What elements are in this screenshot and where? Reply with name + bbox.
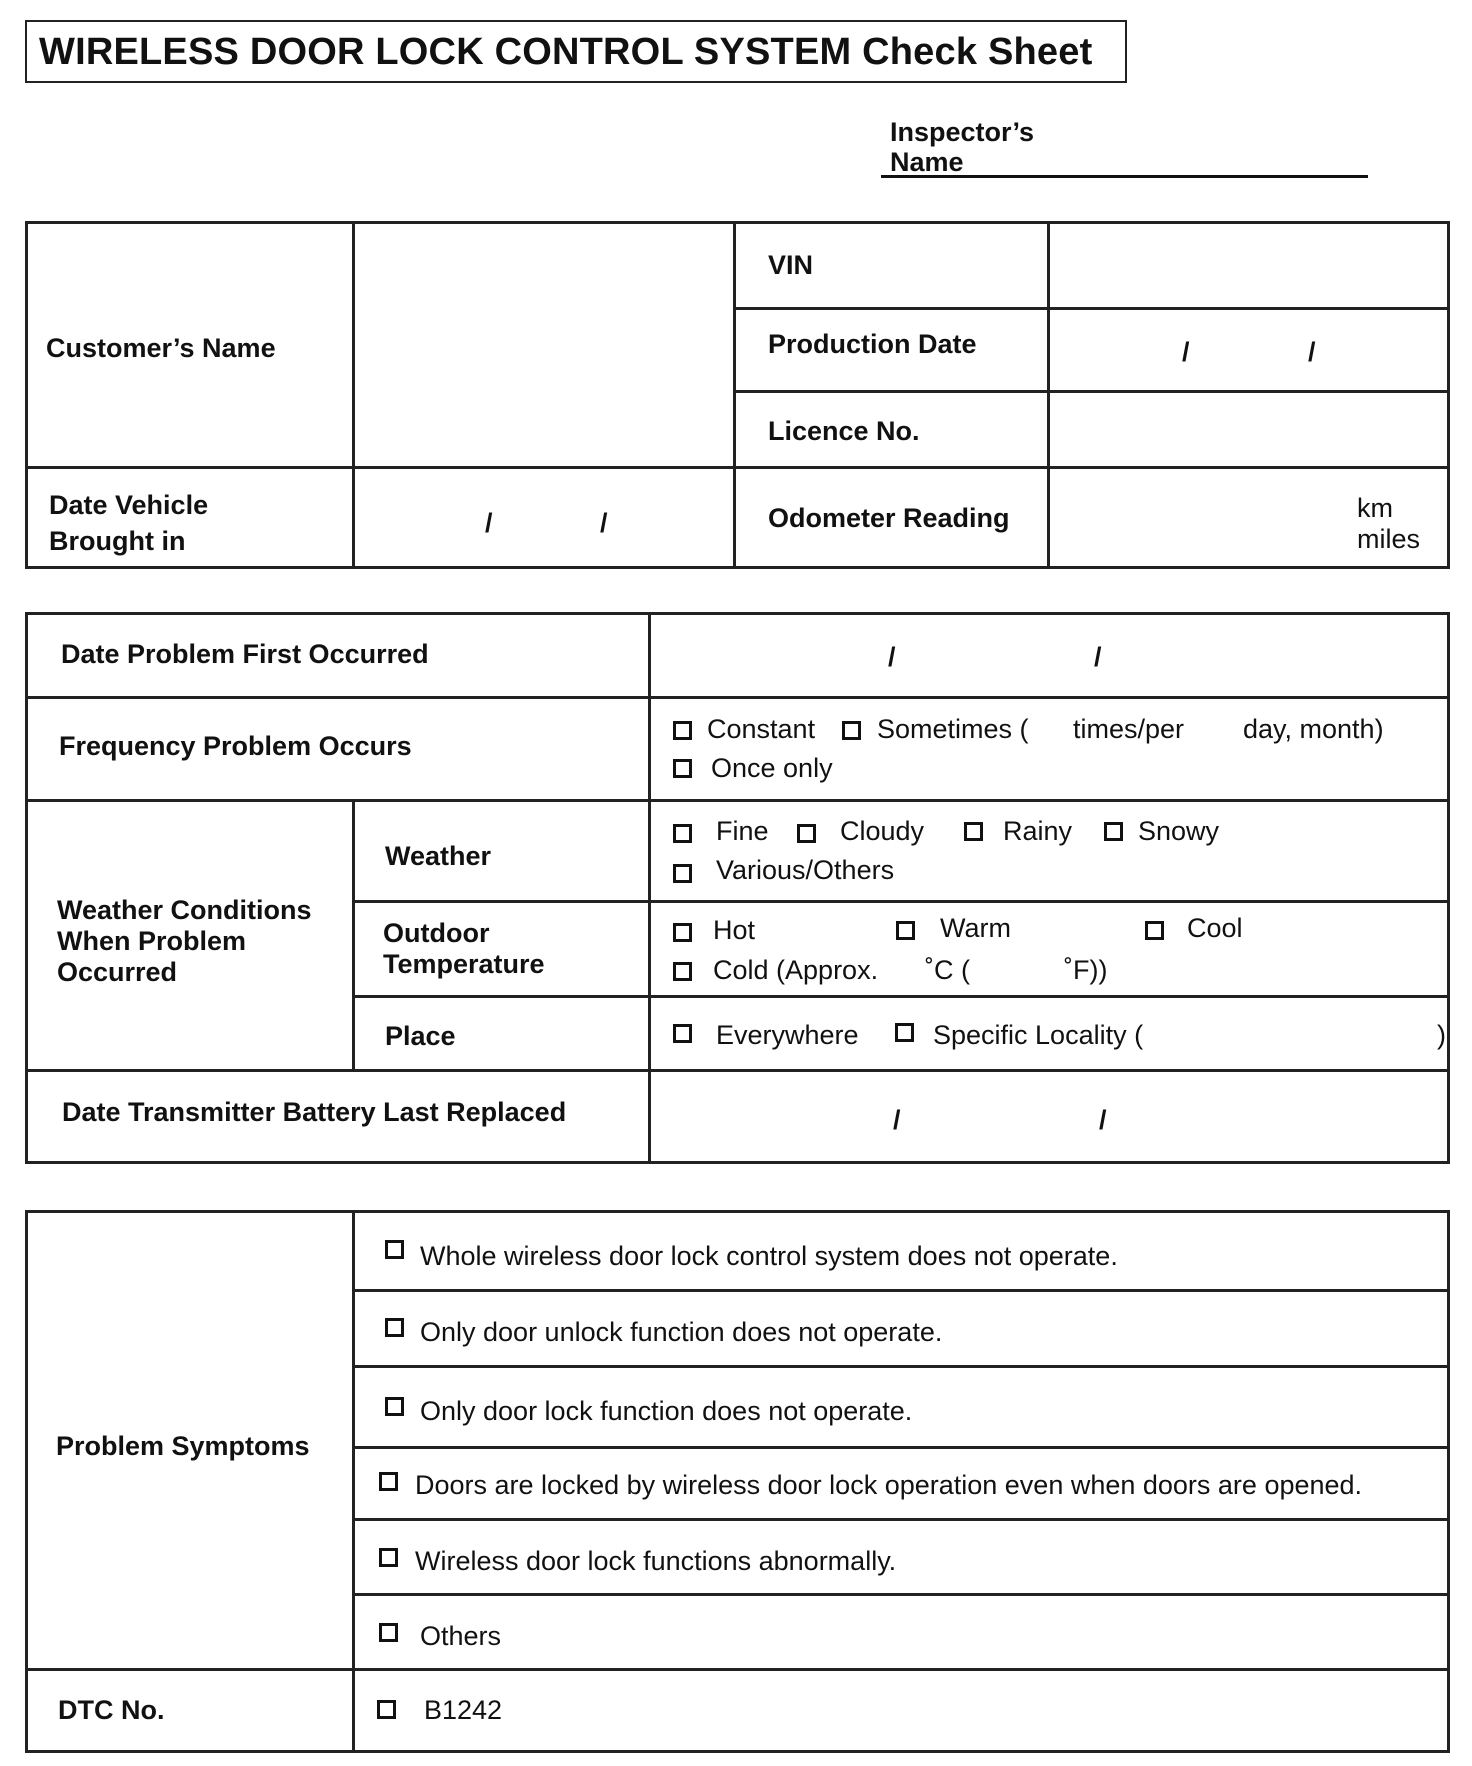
symptom-checkbox[interactable] — [385, 1240, 404, 1259]
freq-day-month-text: day, month) — [1243, 714, 1384, 744]
freq-once-checkbox[interactable] — [673, 759, 692, 778]
temp-cold-checkbox[interactable] — [673, 962, 692, 981]
odometer-unit-km: km — [1357, 493, 1393, 523]
vin-field[interactable] — [1050, 224, 1447, 307]
weather-cloudy-text: Cloudy — [840, 816, 925, 846]
place-specific-close: ) — [1437, 1020, 1446, 1050]
symptom-text: Doors are locked by wireless door lock operation even when doors are opened. — [415, 1470, 1363, 1500]
freq-times-per-text: times/per — [1073, 714, 1185, 744]
production-date-separator-1: / — [1182, 337, 1190, 367]
inspector-label-line1: Inspector’s — [890, 117, 1035, 147]
dtc-checkbox[interactable] — [377, 1700, 396, 1719]
weather-rainy-checkbox[interactable] — [964, 822, 983, 841]
temp-warm-text: Warm — [940, 913, 1011, 943]
weather-snowy-text: Snowy — [1138, 816, 1220, 846]
symptom-text: Others — [420, 1621, 502, 1651]
odometer-unit-miles: miles — [1357, 524, 1421, 554]
symptom-checkbox[interactable] — [385, 1397, 404, 1416]
freq-constant-text: Constant — [707, 714, 816, 744]
freq-constant-checkbox[interactable] — [673, 721, 692, 740]
weather-label: Weather — [385, 841, 492, 871]
weather-rainy-text: Rainy — [1003, 816, 1073, 846]
weather-snowy-checkbox[interactable] — [1104, 822, 1123, 841]
production-date-label: Production Date — [768, 329, 977, 359]
temp-hot-text: Hot — [713, 915, 756, 945]
symptom-text: Only door lock function does not operate. — [420, 1396, 913, 1426]
temp-label-line2: Temperature — [383, 949, 545, 979]
production-date-separator-2: / — [1308, 337, 1316, 367]
place-specific-text: Specific Locality ( — [933, 1020, 1144, 1050]
symptom-checkbox[interactable] — [379, 1623, 398, 1642]
weather-fine-checkbox[interactable] — [673, 824, 692, 843]
dtc-label: DTC No. — [58, 1695, 165, 1725]
weather-conditions-group-label — [57, 895, 312, 988]
licence-field[interactable] — [1050, 393, 1447, 466]
weather-group-line3: Occurred — [57, 957, 178, 987]
outdoor-temperature-label — [383, 918, 545, 980]
weather-cloudy-checkbox[interactable] — [797, 824, 816, 843]
symptom-text: Only door unlock function does not operate. — [420, 1317, 943, 1347]
symptom-text: Wireless door lock functions abnormally. — [415, 1546, 897, 1576]
temp-cold-text: Cold (Approx. — [713, 955, 879, 985]
date-first-separator-1: / — [888, 642, 896, 672]
licence-label: Licence No. — [768, 416, 920, 446]
symptom-checkbox[interactable] — [385, 1318, 404, 1337]
freq-sometimes-text: Sometimes ( — [877, 714, 1029, 744]
problem-symptoms-label: Problem Symptoms — [56, 1431, 310, 1461]
symptom-text: Whole wireless door lock control system does not operate. — [420, 1241, 1118, 1271]
battery-date-separator-1: / — [893, 1105, 901, 1135]
place-label: Place — [385, 1021, 456, 1051]
date-first-separator-2: / — [1094, 642, 1102, 672]
symptom-checkbox[interactable] — [379, 1472, 398, 1491]
sheet-title: WIRELESS DOOR LOCK CONTROL SYSTEM Check Sheet — [39, 31, 1093, 73]
date-brought-separator-1: / — [485, 508, 493, 538]
weather-fine-text: Fine — [716, 816, 769, 846]
vin-label: VIN — [768, 250, 814, 280]
title-box — [25, 20, 1127, 83]
weather-various-text: Various/Others — [716, 855, 895, 885]
frequency-label: Frequency Problem Occurs — [59, 731, 412, 761]
place-everywhere-checkbox[interactable] — [673, 1024, 692, 1043]
freq-once-text: Once only — [711, 753, 833, 783]
dtc-code: B1242 — [424, 1695, 503, 1725]
temp-cool-text: Cool — [1187, 913, 1243, 943]
temp-cool-checkbox[interactable] — [1145, 921, 1164, 940]
weather-group-line2: When Problem — [57, 926, 247, 956]
odometer-label: Odometer Reading — [768, 503, 1010, 533]
place-specific-checkbox[interactable] — [895, 1023, 914, 1042]
customer-name-label: Customer’s Name — [46, 333, 276, 363]
freq-sometimes-checkbox[interactable] — [842, 721, 861, 740]
customer-name-field[interactable] — [355, 224, 733, 466]
date-brought-label-line1: Date Vehicle — [49, 490, 209, 520]
date-first-occurred-label: Date Problem First Occurred — [61, 639, 429, 669]
date-brought-label — [49, 487, 208, 559]
inspector-name-field[interactable] — [881, 175, 1368, 178]
date-brought-separator-2: / — [600, 508, 608, 538]
symptom-checkbox[interactable] — [379, 1548, 398, 1567]
temp-hot-checkbox[interactable] — [673, 923, 692, 942]
date-brought-label-line2: Brought in — [49, 526, 186, 556]
temp-fahrenheit-text: ˚F)) — [1064, 955, 1108, 985]
inspector-label — [890, 117, 1034, 177]
place-everywhere-text: Everywhere — [716, 1020, 859, 1050]
inspector-label-line2: Name — [890, 147, 964, 177]
battery-replaced-label: Date Transmitter Battery Last Replaced — [62, 1097, 567, 1127]
battery-date-separator-2: / — [1099, 1105, 1107, 1135]
weather-various-checkbox[interactable] — [673, 864, 692, 883]
weather-group-line1: Weather Conditions — [57, 895, 312, 925]
temp-celsius-text: ˚C ( — [925, 955, 970, 985]
temp-label-line1: Outdoor — [383, 918, 490, 948]
temp-warm-checkbox[interactable] — [896, 921, 915, 940]
